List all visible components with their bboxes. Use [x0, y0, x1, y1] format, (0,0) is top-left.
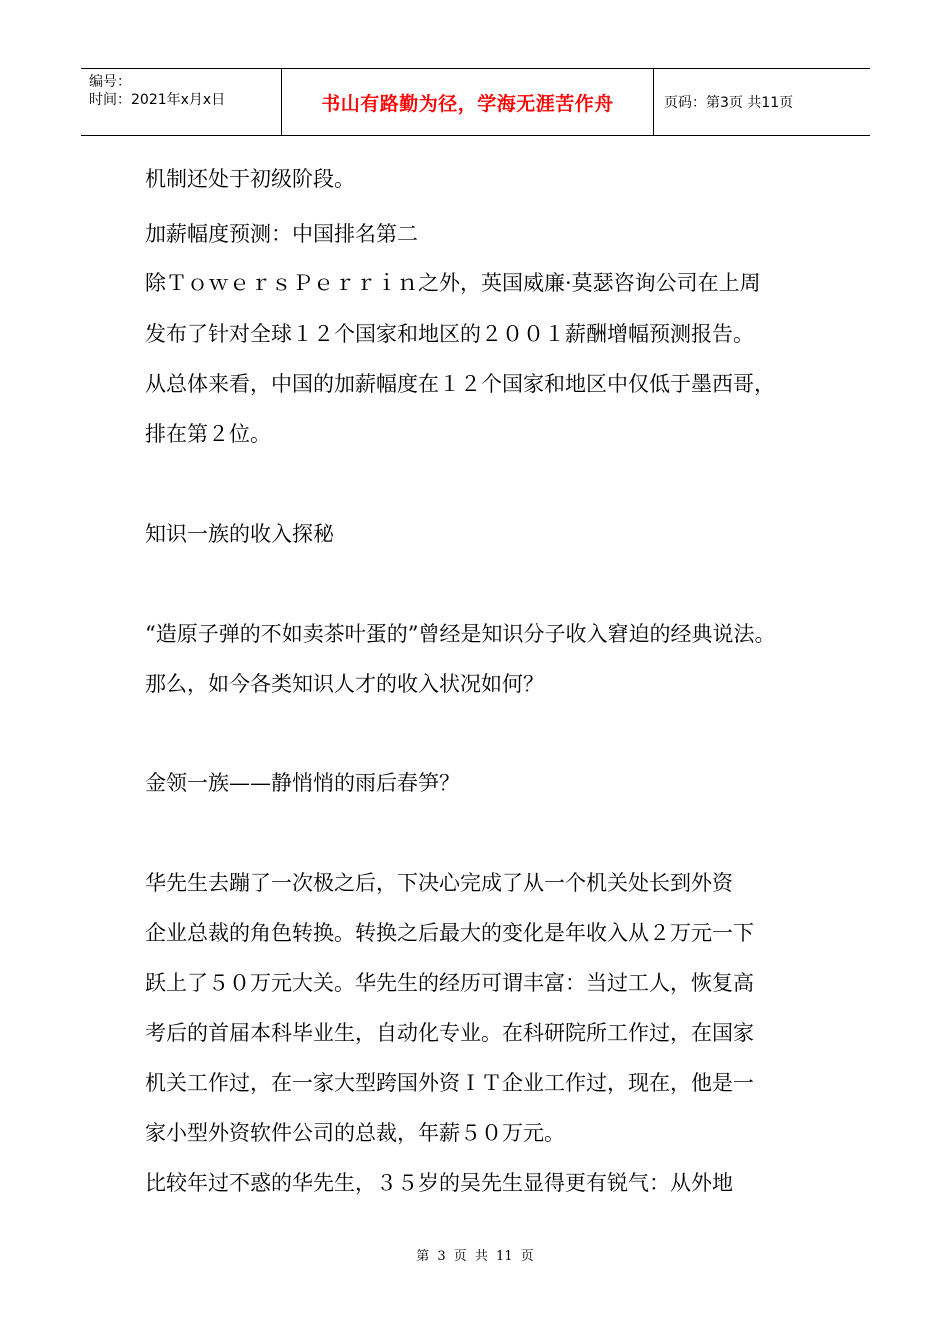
page-footer: 第 3 页 共 11 页 — [416, 1249, 534, 1264]
document-date-label: 时间：2021年x月x日 — [89, 92, 226, 108]
paragraph-line: 排在第２位。 — [145, 422, 271, 446]
paragraph-line: 跃上了５０万元大关。华先生的经历可谓丰富：当过工人，恢复高 — [145, 971, 754, 995]
paragraph-line: 比较年过不惑的华先生，３５岁的吴先生显得更有锐气：从外地 — [145, 1171, 733, 1195]
section-heading: 加薪幅度预测：中国排名第二 — [145, 222, 418, 246]
header-meta-cell — [81, 69, 282, 135]
paragraph-line: 华先生去蹦了一次极之后，下决心完成了从一个机关处长到外资 — [145, 871, 733, 895]
paragraph-line: 考后的首届本科毕业生，自动化专业。在科研院所工作过，在国家 — [145, 1021, 754, 1045]
paragraph-line: “造原子弹的不如卖茶叶蛋的”曾经是知识分子收入窘迫的经典说法。 — [145, 622, 776, 646]
header-motto-cell — [282, 69, 654, 135]
paragraph-line: 机制还处于初级阶段。 — [145, 167, 355, 191]
paragraph-line: 发布了针对全球１２个国家和地区的２００１薪酬增幅预测报告。 — [145, 322, 754, 346]
section-heading: 金领一族——静悄悄的雨后春笋？ — [145, 771, 460, 795]
header-page-info: 页码：第3页 共11页 — [664, 95, 794, 111]
paragraph-line: 从总体来看，中国的加薪幅度在１２个国家和地区中仅低于墨西哥， — [145, 372, 775, 396]
paragraph-line: 家小型外资软件公司的总裁，年薪５０万元。 — [145, 1121, 565, 1145]
paragraph-line: 那么，如今各类知识人才的收入状况如何？ — [145, 672, 544, 696]
paragraph-line: 机关工作过，在一家大型跨国外资ＩＴ企业工作过，现在，他是一 — [145, 1071, 754, 1095]
section-heading: 知识一族的收入探秘 — [145, 522, 334, 546]
header-motto: 书山有路勤为径，学海无涯苦作舟 — [321, 92, 614, 115]
page-header — [81, 68, 870, 136]
paragraph-line: 除ＴｏｗｅｒｓＰｅｒｒｉｎ之外，英国威廉·莫瑟咨询公司在上周 — [145, 271, 761, 295]
header-page-cell — [654, 69, 870, 135]
document-number-label: 编号： — [89, 74, 131, 90]
paragraph-line: 企业总裁的角色转换。转换之后最大的变化是年收入从２万元一下 — [145, 921, 754, 945]
